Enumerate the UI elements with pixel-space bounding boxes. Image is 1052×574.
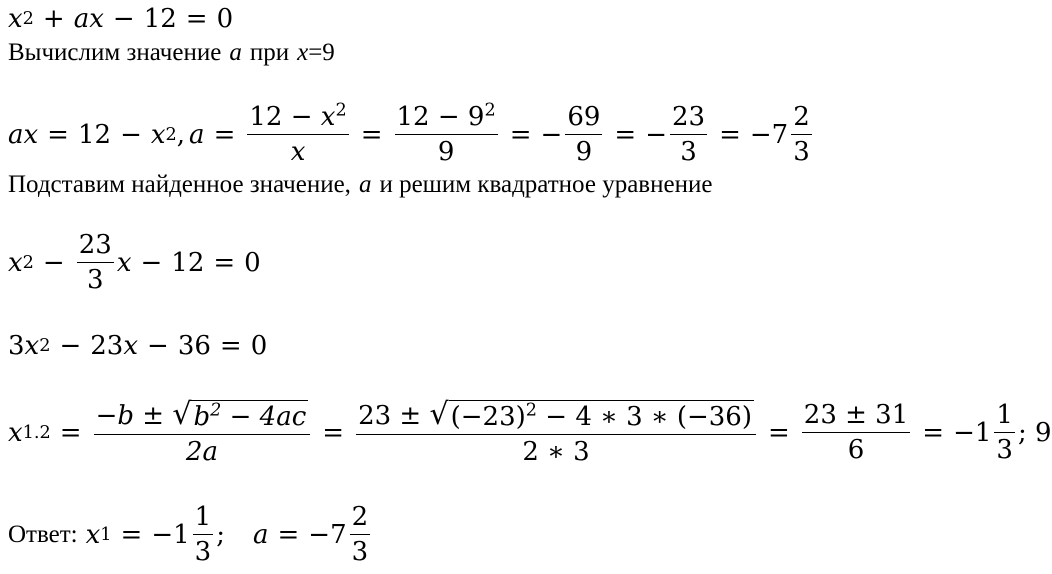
coefficient: 3 — [8, 331, 25, 361]
var-x: x — [8, 417, 23, 448]
var-x: x — [116, 247, 132, 278]
numerator: 1 — [994, 402, 1015, 433]
denominator: 3 — [996, 435, 1013, 465]
var-x: x — [8, 247, 23, 278]
zero: 0 — [250, 331, 268, 361]
minus-sign: − — [140, 247, 163, 278]
whole-part: −7 — [308, 519, 347, 550]
numerator: 69 — [565, 104, 602, 135]
numerator: 23 ± √ $(-23)^2 - 4$ ∗ 3 ∗ (−36) — [356, 400, 756, 435]
whole-part: −1 — [953, 417, 992, 448]
fraction — [994, 402, 1015, 463]
minus-sign: − — [120, 119, 142, 150]
numerator: −b ± √ $b^2 - 4ac$ — [94, 400, 311, 435]
var-x: x — [150, 119, 166, 150]
fraction — [247, 100, 348, 167]
answer-math: x 1 = −1 $\frac{1}{3}$ ; a = −7 $\frac{2}{3}$ — [85, 502, 369, 567]
denominator: 3 — [680, 137, 697, 167]
instruction-text: и решим квадратное уравнение — [379, 171, 713, 198]
equals-sign: = — [185, 4, 208, 34]
var-a: a — [189, 119, 205, 150]
denominator: 3 — [351, 537, 369, 567]
whole-part: −7 — [749, 119, 789, 150]
answer-line — [8, 504, 373, 565]
constant: 12 — [171, 247, 205, 278]
comma: , — [176, 119, 186, 150]
var-x: x — [123, 331, 139, 361]
fraction — [94, 397, 311, 467]
fraction — [77, 232, 114, 293]
numerator: 2 — [791, 104, 812, 135]
var-x: x — [297, 39, 309, 66]
quadratic-formula-line: x 1.2 = −b ± √ $b^2 - 4ac$ 2a = 23 ± √ $(-23)^2 - 4$ ∗ 3 ∗ (−36) 2 ∗ 3 = $\frac{23 \pm 31}{6}$ = −1 $\frac{1}{3}$ ; 9 — [8, 397, 1052, 467]
instruction-line-2 — [8, 172, 712, 197]
equals-sign: = — [277, 519, 300, 550]
var-x: x — [24, 331, 40, 361]
numerator: $12 - 9^2$ — [395, 104, 498, 135]
var-a: a — [229, 39, 242, 66]
fraction — [565, 104, 602, 165]
minus-sign: − — [147, 331, 169, 361]
equals-sign: = — [614, 119, 637, 150]
fraction — [791, 104, 812, 165]
instruction-text: Вычислим значение — [8, 39, 222, 66]
equals-sign: = — [719, 119, 741, 150]
numerator: 2 — [350, 504, 371, 535]
fraction — [802, 402, 910, 463]
var-x: x — [85, 519, 101, 550]
minus-sign: − — [645, 119, 667, 150]
denominator: 9 — [575, 137, 593, 167]
equals-sign: = — [322, 417, 345, 448]
fraction — [670, 104, 707, 165]
constant: 12 — [77, 119, 112, 150]
instruction-text: Подставим найденное значение, — [8, 171, 351, 198]
numerator: $12 - x^2$ — [247, 104, 348, 135]
denominator: 3 — [86, 265, 104, 295]
minus-sign: − — [540, 119, 563, 150]
denominator: 2 ∗ 3 — [522, 437, 590, 467]
var-a: a — [358, 171, 372, 198]
numerator: 23 — [670, 104, 707, 135]
whole-part: −1 — [151, 519, 190, 550]
equals-sign: = — [360, 119, 383, 150]
equals-sign: = — [120, 519, 143, 550]
coefficient: 23 — [90, 331, 124, 361]
equals-sign: = — [59, 417, 82, 448]
compute-a-line: ax = 12 − x 2 , a = $\frac{12 - x^2}{x}$ = $\frac{12 - 9^2}{9}$ = − $\frac{69}{9}$ = − $\frac{23}{3}$ = −7 $\frac{2}{3}$ — [8, 100, 810, 167]
answer-label: Ответ: — [8, 521, 78, 548]
zero: 0 — [244, 247, 261, 278]
numerator: 23 ± 31 — [802, 402, 910, 433]
denominator: 6 — [847, 435, 865, 465]
term-ax: ax — [73, 4, 104, 34]
fraction — [395, 100, 498, 167]
denominator: x — [290, 137, 306, 167]
plus-sign: + — [42, 4, 65, 34]
var-x: x — [8, 4, 23, 34]
equals-sign: = — [213, 247, 236, 278]
minus-sign: − — [59, 331, 82, 361]
denominator: 9 — [437, 137, 455, 167]
equals-sign: = — [922, 417, 945, 448]
equals-sign: = — [219, 331, 242, 361]
constant: 36 — [177, 331, 211, 361]
equals-sign: = — [213, 119, 236, 150]
value-text: =9 — [308, 39, 335, 66]
zero: 0 — [216, 4, 234, 34]
constant: 12 — [143, 4, 177, 34]
denominator: 2a — [185, 437, 218, 467]
denominator: 3 — [793, 137, 810, 167]
var-a: a — [252, 519, 269, 550]
numerator: 1 — [193, 504, 214, 535]
equals-sign: = — [47, 119, 69, 150]
fraction — [193, 504, 214, 565]
second-root: ; 9 — [1017, 417, 1052, 448]
equation-line: x 2 + ax − 12 = 0 — [8, 4, 234, 34]
semicolon: ; — [216, 519, 225, 550]
term-ax: ax — [8, 119, 39, 150]
quadratic-equation-line: 3 x 2 − 23 x − 36 = 0 — [8, 331, 268, 361]
minus-sign: − — [112, 4, 135, 34]
numerator: 23 — [77, 232, 114, 263]
fraction — [356, 397, 756, 467]
instruction-text: при — [249, 39, 290, 66]
equals-sign: = — [509, 119, 532, 150]
minus-sign: − — [42, 247, 65, 278]
equals-sign: = — [767, 417, 790, 448]
instruction-line-1 — [8, 40, 335, 65]
square-root: √ $(-23)^2 - 4$ ∗ 3 ∗ (−36) — [429, 397, 752, 432]
square-root: √ $b^2 - 4ac$ — [172, 397, 307, 432]
substituted-equation-line: x 2 − $\frac{23}{3}$ x − 12 = 0 — [8, 230, 261, 295]
denominator: 3 — [194, 537, 212, 567]
fraction — [350, 504, 371, 565]
